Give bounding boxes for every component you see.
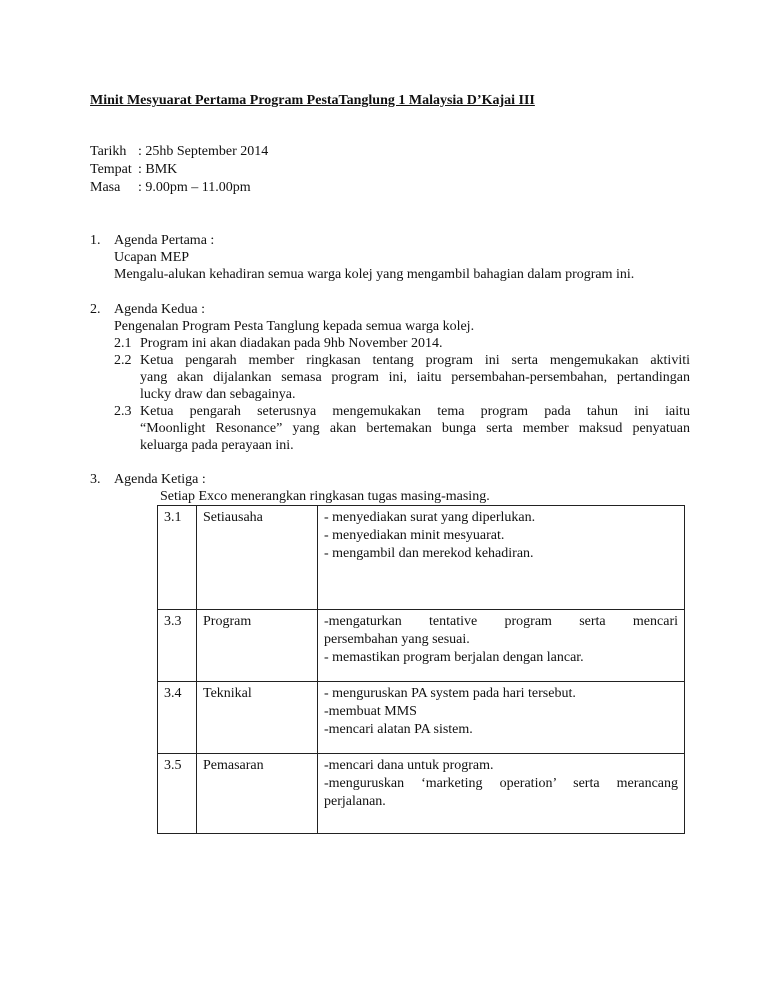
agenda-intro: Setiap Exco menerangkan ringkasan tugas masing-masing. bbox=[160, 489, 490, 504]
agenda-number: 3. bbox=[90, 472, 101, 487]
table-row bbox=[158, 682, 685, 754]
subitem-number: 2.1 bbox=[114, 336, 132, 351]
meta-row-date bbox=[90, 143, 268, 161]
meta-row-place bbox=[90, 161, 268, 179]
subitem-line: Ketua pengarah seterusnya mengemukakan tema program pada tahun ini iaitu bbox=[140, 404, 690, 419]
subitem-number: 2.2 bbox=[114, 353, 132, 368]
agenda-subitem bbox=[114, 352, 690, 403]
meta-value: : 9.00pm – 11.00pm bbox=[138, 180, 251, 195]
subitem-line: Program ini akan diadakan pada 9hb November 2014. bbox=[140, 336, 443, 351]
table-row bbox=[158, 506, 685, 610]
table-row bbox=[158, 754, 685, 834]
agenda-number: 1. bbox=[90, 233, 101, 248]
task-line: -membuat MMS bbox=[324, 704, 417, 719]
agenda-item-1 bbox=[90, 232, 690, 283]
task-line: persembahan yang sesuai. bbox=[324, 632, 470, 647]
page-title: Minit Mesyuarat Pertama Program PestaTanglung 1 Malaysia D’Kajai III bbox=[90, 93, 535, 108]
meta-key: Masa bbox=[90, 180, 121, 195]
agenda-text: Mengalu-alukan kehadiran semua warga kolej yang mengambil bahagian dalam program ini. bbox=[114, 267, 635, 282]
meeting-details bbox=[90, 143, 268, 197]
cell-tasks bbox=[318, 506, 685, 610]
agenda-heading: Agenda Pertama : bbox=[114, 233, 215, 248]
task-line: - menyediakan surat yang diperlukan. bbox=[324, 510, 536, 525]
agenda-heading: Agenda Ketiga : bbox=[114, 472, 206, 487]
subitem-line: yang akan dijalankan semasa program ini, iaitu persembahan-persembahan, pertandingan bbox=[140, 370, 690, 385]
table-row bbox=[158, 610, 685, 682]
agenda-subitem bbox=[114, 403, 690, 454]
meta-value: : BMK bbox=[138, 162, 178, 177]
cell-tasks bbox=[318, 682, 685, 754]
cell-number: 3.3 bbox=[158, 610, 197, 682]
agenda-item-3 bbox=[90, 471, 690, 505]
task-line: - memastikan program berjalan dengan lancar. bbox=[324, 650, 584, 665]
task-line: - mengambil dan merekod kehadiran. bbox=[324, 546, 534, 561]
meta-value: : 25hb September 2014 bbox=[138, 144, 269, 159]
agenda-item-2 bbox=[90, 301, 690, 454]
cell-role: Pemasaran bbox=[197, 754, 318, 834]
cell-number: 3.5 bbox=[158, 754, 197, 834]
agenda-intro: Pengenalan Program Pesta Tanglung kepada semua warga kolej. bbox=[114, 319, 475, 334]
subitem-line: Ketua pengarah member ringkasan tentang program ini serta mengemukakan aktiviti bbox=[140, 353, 690, 368]
subitem-number: 2.3 bbox=[114, 404, 132, 419]
meta-key: Tempat bbox=[90, 162, 132, 177]
cell-number: 3.1 bbox=[158, 506, 197, 610]
meta-key: Tarikh bbox=[90, 144, 127, 159]
subitem-line: lucky draw dan sebagainya. bbox=[140, 387, 296, 402]
agenda-subitem bbox=[114, 335, 690, 352]
task-line: -mencari dana untuk program. bbox=[324, 758, 494, 773]
task-line: -mencari alatan PA sistem. bbox=[324, 722, 473, 737]
cell-tasks bbox=[318, 754, 685, 834]
agenda-number: 2. bbox=[90, 302, 101, 317]
exco-task-table bbox=[157, 505, 685, 834]
task-line: -mengaturkan tentative program serta mencari bbox=[324, 614, 678, 629]
cell-role: Teknikal bbox=[197, 682, 318, 754]
agenda-heading: Agenda Kedua : bbox=[114, 302, 205, 317]
cell-number: 3.4 bbox=[158, 682, 197, 754]
meta-row-time bbox=[90, 179, 268, 197]
task-line: - menyediakan minit mesyuarat. bbox=[324, 528, 505, 543]
cell-tasks bbox=[318, 610, 685, 682]
agenda-subheading: Ucapan MEP bbox=[114, 250, 190, 265]
cell-role: Program bbox=[197, 610, 318, 682]
subitem-line: keluarga pada perayaan ini. bbox=[140, 438, 294, 453]
task-line: - menguruskan PA system pada hari tersebut. bbox=[324, 686, 576, 701]
task-line: perjalanan. bbox=[324, 794, 386, 809]
cell-role: Setiausaha bbox=[197, 506, 318, 610]
subitem-line: “Moonlight Resonance” yang akan bertemakan bunga serta member maksud penyatuan bbox=[140, 421, 690, 436]
task-line: -menguruskan ‘marketing operation’ serta merancang bbox=[324, 776, 678, 791]
